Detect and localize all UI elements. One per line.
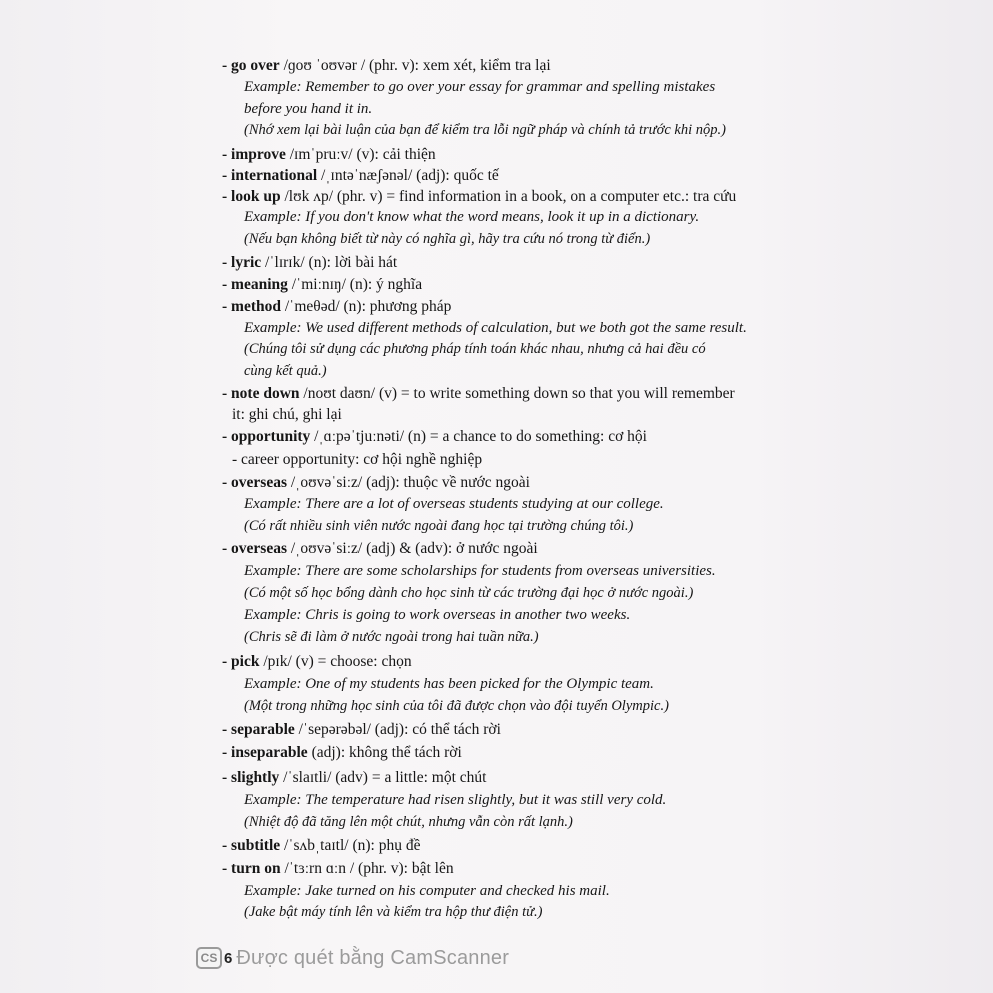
translation: cùng kết quả.) <box>244 363 327 379</box>
page-number: 6 <box>224 949 233 967</box>
bullet-dash: - <box>222 428 232 445</box>
definition: /ˌɑːpəˈtjuːnəti/ (n) = a chance to do something: cơ hội <box>310 428 647 445</box>
example-sentence: Example: Chris is going to work overseas in another two weeks. <box>244 607 631 623</box>
definition: /ˈslaɪtli/ (adv) = a little: một chút <box>279 769 487 786</box>
entry-line <box>222 384 735 404</box>
bullet-dash: - <box>222 167 232 184</box>
bullet-dash: - <box>222 837 232 854</box>
translation: (Một trong những học sinh của tôi đã được chọn vào đội tuyển Olympic.) <box>244 698 669 714</box>
headword: method <box>231 298 281 315</box>
example-sentence: Example: One of my students has been picked for the Olympic team. <box>244 676 654 692</box>
example-sentence: Example: There are a lot of overseas students studying at our college. <box>244 496 664 512</box>
definition: /ɪmˈpruːv/ (v): cải thiện <box>285 146 436 163</box>
entry-line <box>222 768 486 788</box>
definition: /ˈtɜːrn ɑːn / (phr. v): bật lên <box>280 860 454 877</box>
camscanner-watermark: Được quét bằng CamScanner <box>236 946 510 969</box>
headword: overseas <box>231 540 287 557</box>
entry-line <box>222 56 551 76</box>
entry-line <box>222 539 538 559</box>
definition: /ɡoʊ ˈoʊvər / (phr. v): xem xét, kiểm tra lại <box>279 57 551 74</box>
entry-line <box>222 187 736 207</box>
camscanner-logo-icon: CS <box>196 947 222 969</box>
bullet-dash: - <box>222 860 232 877</box>
headword: improve <box>231 146 286 163</box>
headword: inseparable <box>231 744 308 761</box>
sub-entry: - career opportunity: cơ hội nghề nghiệp <box>232 451 483 468</box>
entry-line <box>222 859 454 879</box>
entry-line <box>222 297 451 317</box>
headword: overseas <box>231 474 287 491</box>
bullet-dash: - <box>222 474 232 491</box>
footer <box>196 944 509 972</box>
headword: subtitle <box>231 837 281 854</box>
example-sentence: Example: Jake turned on his computer and checked his mail. <box>244 883 610 899</box>
entry-line <box>222 652 412 672</box>
definition: /ˈsepərəbəl/ (adj): có thể tách rời <box>294 721 501 738</box>
headword: look up <box>231 188 281 205</box>
example-sentence: before you hand it in. <box>244 101 373 117</box>
translation: (Nhiệt độ đã tăng lên một chút, nhưng vẫn còn rất lạnh.) <box>244 814 573 830</box>
translation: (Chris sẽ đi làm ở nước ngoài trong hai tuần nữa.) <box>244 629 539 645</box>
translation: (Jake bật máy tính lên và kiểm tra hộp thư điện tử.) <box>244 904 543 920</box>
headword: turn on <box>231 860 281 877</box>
bullet-dash: - <box>222 276 232 293</box>
definition: /pɪk/ (v) = choose: chọn <box>259 653 412 670</box>
example-sentence: Example: There are some scholarships for students from overseas universities. <box>244 563 716 579</box>
bullet-dash: - <box>222 188 232 205</box>
example-sentence: Example: We used different methods of calculation, but we both got the same result. <box>244 320 747 336</box>
bullet-dash: - <box>222 254 232 271</box>
bullet-dash: - <box>222 653 232 670</box>
entry-line <box>222 427 647 447</box>
definition: /ˌoʊvəˈsiːz/ (adj): thuộc về nước ngoài <box>287 474 530 491</box>
bullet-dash: - <box>222 146 232 163</box>
entry-line <box>222 253 397 273</box>
definition: /noʊt daʊn/ (v) = to write something down so that you will remember <box>299 385 735 402</box>
bullet-dash: - <box>222 721 232 738</box>
definition: /ˌɪntəˈnæʃənəl/ (adj): quốc tế <box>317 167 499 184</box>
bullet-dash: - <box>222 769 232 786</box>
entry-line <box>222 720 501 740</box>
entry-line <box>222 473 530 493</box>
definition-continuation: it: ghi chú, ghi lại <box>232 406 342 423</box>
example-sentence: Example: Remember to go over your essay for grammar and spelling mistakes <box>244 79 716 95</box>
headword: slightly <box>231 769 280 786</box>
example-sentence: Example: If you don't know what the word means, look it up in a dictionary. <box>244 209 700 225</box>
definition: /ˈmiːnɪŋ/ (n): ý nghĩa <box>287 276 423 293</box>
entry-line <box>222 275 422 295</box>
bullet-dash: - <box>222 57 232 74</box>
translation: (Có rất nhiều sinh viên nước ngoài đang học tại trường chúng tôi.) <box>244 518 634 534</box>
headword: separable <box>231 721 295 738</box>
bullet-dash: - <box>222 744 232 761</box>
headword: meaning <box>231 276 288 293</box>
definition: (adj): không thể tách rời <box>307 744 462 761</box>
headword: lyric <box>231 254 262 271</box>
headword: opportunity <box>231 428 311 445</box>
bullet-dash: - <box>222 540 232 557</box>
headword: note down <box>231 385 300 402</box>
headword: pick <box>231 653 260 670</box>
entry-line <box>222 743 462 763</box>
bullet-dash: - <box>222 385 232 402</box>
entry-line <box>222 166 499 186</box>
entry-line <box>222 145 436 165</box>
headword: international <box>231 167 318 184</box>
definition: /lʊk ʌp/ (phr. v) = find information in a book, on a computer etc.: tra cứu <box>280 188 737 205</box>
definition: /ˌoʊvəˈsiːz/ (adj) & (adv): ở nước ngoài <box>287 540 538 557</box>
example-sentence: Example: The temperature had risen slightly, but it was still very cold. <box>244 792 667 808</box>
definition: /ˈlɪrɪk/ (n): lời bài hát <box>261 254 398 271</box>
translation: (Chúng tôi sử dụng các phương pháp tính toán khác nhau, nhưng cả hai đều có <box>244 341 706 357</box>
translation: (Có một số học bổng dành cho học sinh từ các trường đại học ở nước ngoài.) <box>244 585 694 601</box>
translation: (Nếu bạn không biết từ này có nghĩa gì, hãy tra cứu nó trong từ điển.) <box>244 231 651 247</box>
translation: (Nhớ xem lại bài luận của bạn để kiểm tra lỗi ngữ pháp và chính tả trước khi nộp.) <box>244 122 726 138</box>
definition: /ˈsʌbˌtaɪtl/ (n): phụ đề <box>280 837 421 854</box>
bullet-dash: - <box>222 298 232 315</box>
definition: /ˈmeθəd/ (n): phương pháp <box>281 298 452 315</box>
headword: go over <box>231 57 280 74</box>
entry-line <box>222 836 420 856</box>
